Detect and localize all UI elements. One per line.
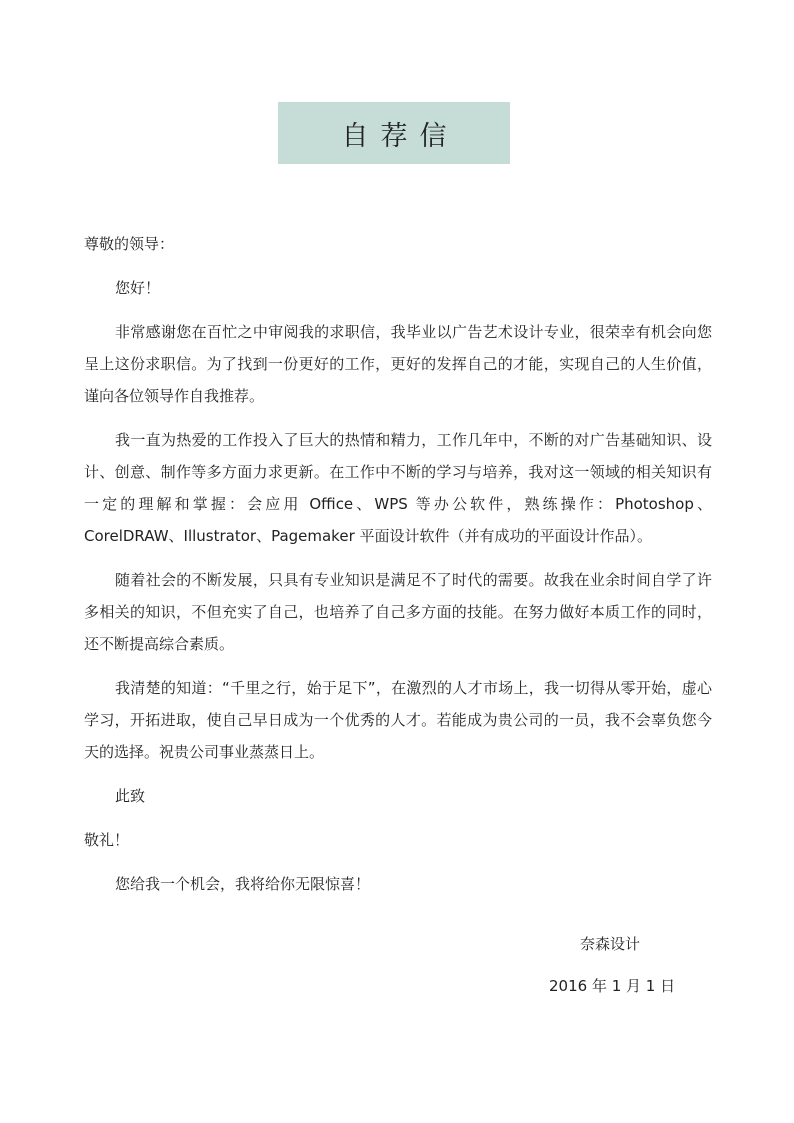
- salutation: 尊敬的领导：: [84, 235, 175, 253]
- regards: 敬礼！: [84, 831, 130, 849]
- postscript: 您给我一个机会，我将给你无限惊喜！: [115, 875, 371, 893]
- paragraph-intro: 非常感谢您在百忙之中审阅我的求职信，我毕业以广告艺术设计专业，很荣幸有机会向您呈上这份求职信。为了找到一份更好的工作，更好的发挥自己的才能，实现自己的人生价值，谨向各位领导作自我推荐。: [84, 323, 712, 405]
- greeting: 您好！: [115, 279, 161, 297]
- paragraph-skills: 我一直为热爱的工作投入了巨大的热情和精力，工作几年中，不断的对广告基础知识、设计、创意、制作等多方面力求更新。在工作中不断的学习与培养，我对这一领域的相关知识有一定的理解和掌握：会应用 Office、WPS 等办公软件，熟练操作：Photoshop、CorelDRAW、Illustrator、Pagemaker 平面设计软件（并有成功的平面设计作品）。: [84, 431, 712, 545]
- letter-title: 自荐信: [278, 102, 510, 164]
- paragraph-learning: 随着社会的不断发展，只具有专业知识是满足不了时代的需要。故我在业余时间自学了许多相关的知识，不但充实了自己，也培养了自己多方面的技能。在努力做好本质工作的同时，还不断提高综合素质。: [84, 571, 712, 653]
- date: 2016 年 1 月 1 日: [549, 977, 676, 995]
- letter-body: [84, 228, 712, 912]
- paragraph-commitment: 我清楚的知道：“千里之行，始于足下”，在激烈的人才市场上，我一切得从零开始，虚心学习，开拓进取，使自己早日成为一个优秀的人才。若能成为贵公司的一员，我不会辜负您今天的选择。祝贵公司事业蒸蒸日上。: [84, 679, 712, 761]
- signature: 奈森设计: [580, 935, 641, 953]
- closing: 此致: [115, 787, 146, 805]
